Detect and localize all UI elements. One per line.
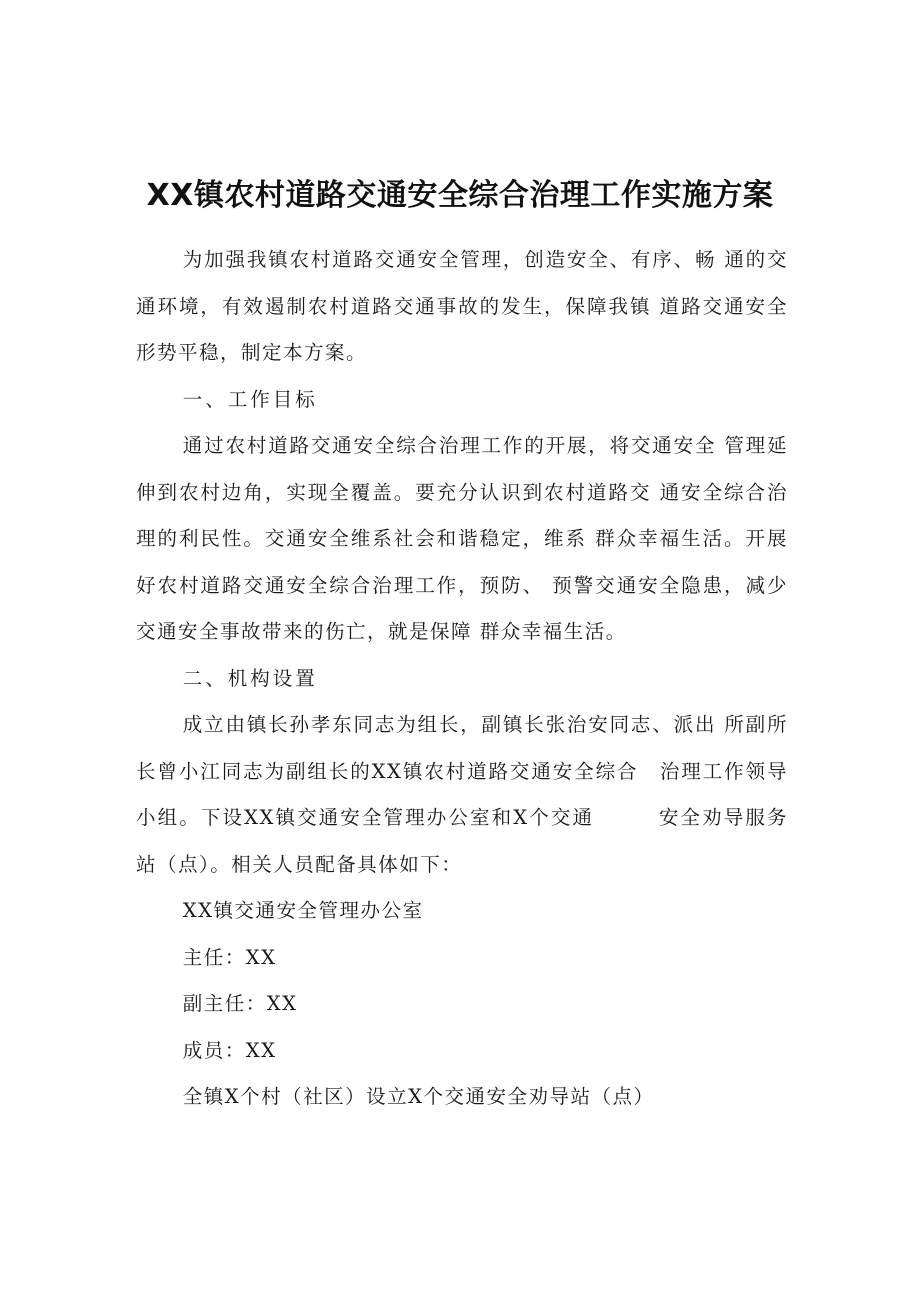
members-line: 成员：XX (182, 1038, 277, 1062)
organization-paragraph: 成立由镇长孙孝东同志为组长，副镇长张治安同志、派出 所副所长曾小江同志为副组长的XX镇农村道路交通安全综合 治理工作领导小组。下设XX镇交通安全管理办公室和X个交通 安全劝导服务站（点）。相关人员配备具体如下： (136, 713, 788, 876)
office-name: XX镇交通安全管理办公室 (182, 899, 424, 922)
stations-line: 全镇X个村（社区）设立X个交通安全劝导站（点） (182, 1085, 655, 1108)
goals-paragraph: 通过农村道路交通安全综合治理工作的开展，将交通安全 管理延伸到农村边角，实现全覆盖。要充分认识到农村道路交 通安全综合治理的利民性。交通安全维系社会和谐稳定，维系 群众幸福生活。开展好农村道路交通安全综合治理工作，预防、 预警交通安全隐患，减少交通安全事故带来的伤亡，就是保障 群众幸福生活。 (136, 434, 788, 643)
section-heading-goals: 一、工作目标 (182, 387, 318, 411)
document-body (136, 237, 788, 1121)
document-title: XX镇农村道路交通安全综合治理工作实施方案 (146, 178, 774, 213)
deputy-director-line: 副主任：XX (182, 992, 298, 1015)
intro-paragraph: 为加强我镇农村道路交通安全管理，创造安全、有序、畅 通的交通环境，有效遏制农村道路交通事故的发生，保障我镇 道路交通安全形势平稳，制定本方案。 (136, 248, 788, 364)
director-line: 主任：XX (182, 945, 277, 969)
section-heading-organization: 二、机构设置 (182, 666, 318, 690)
